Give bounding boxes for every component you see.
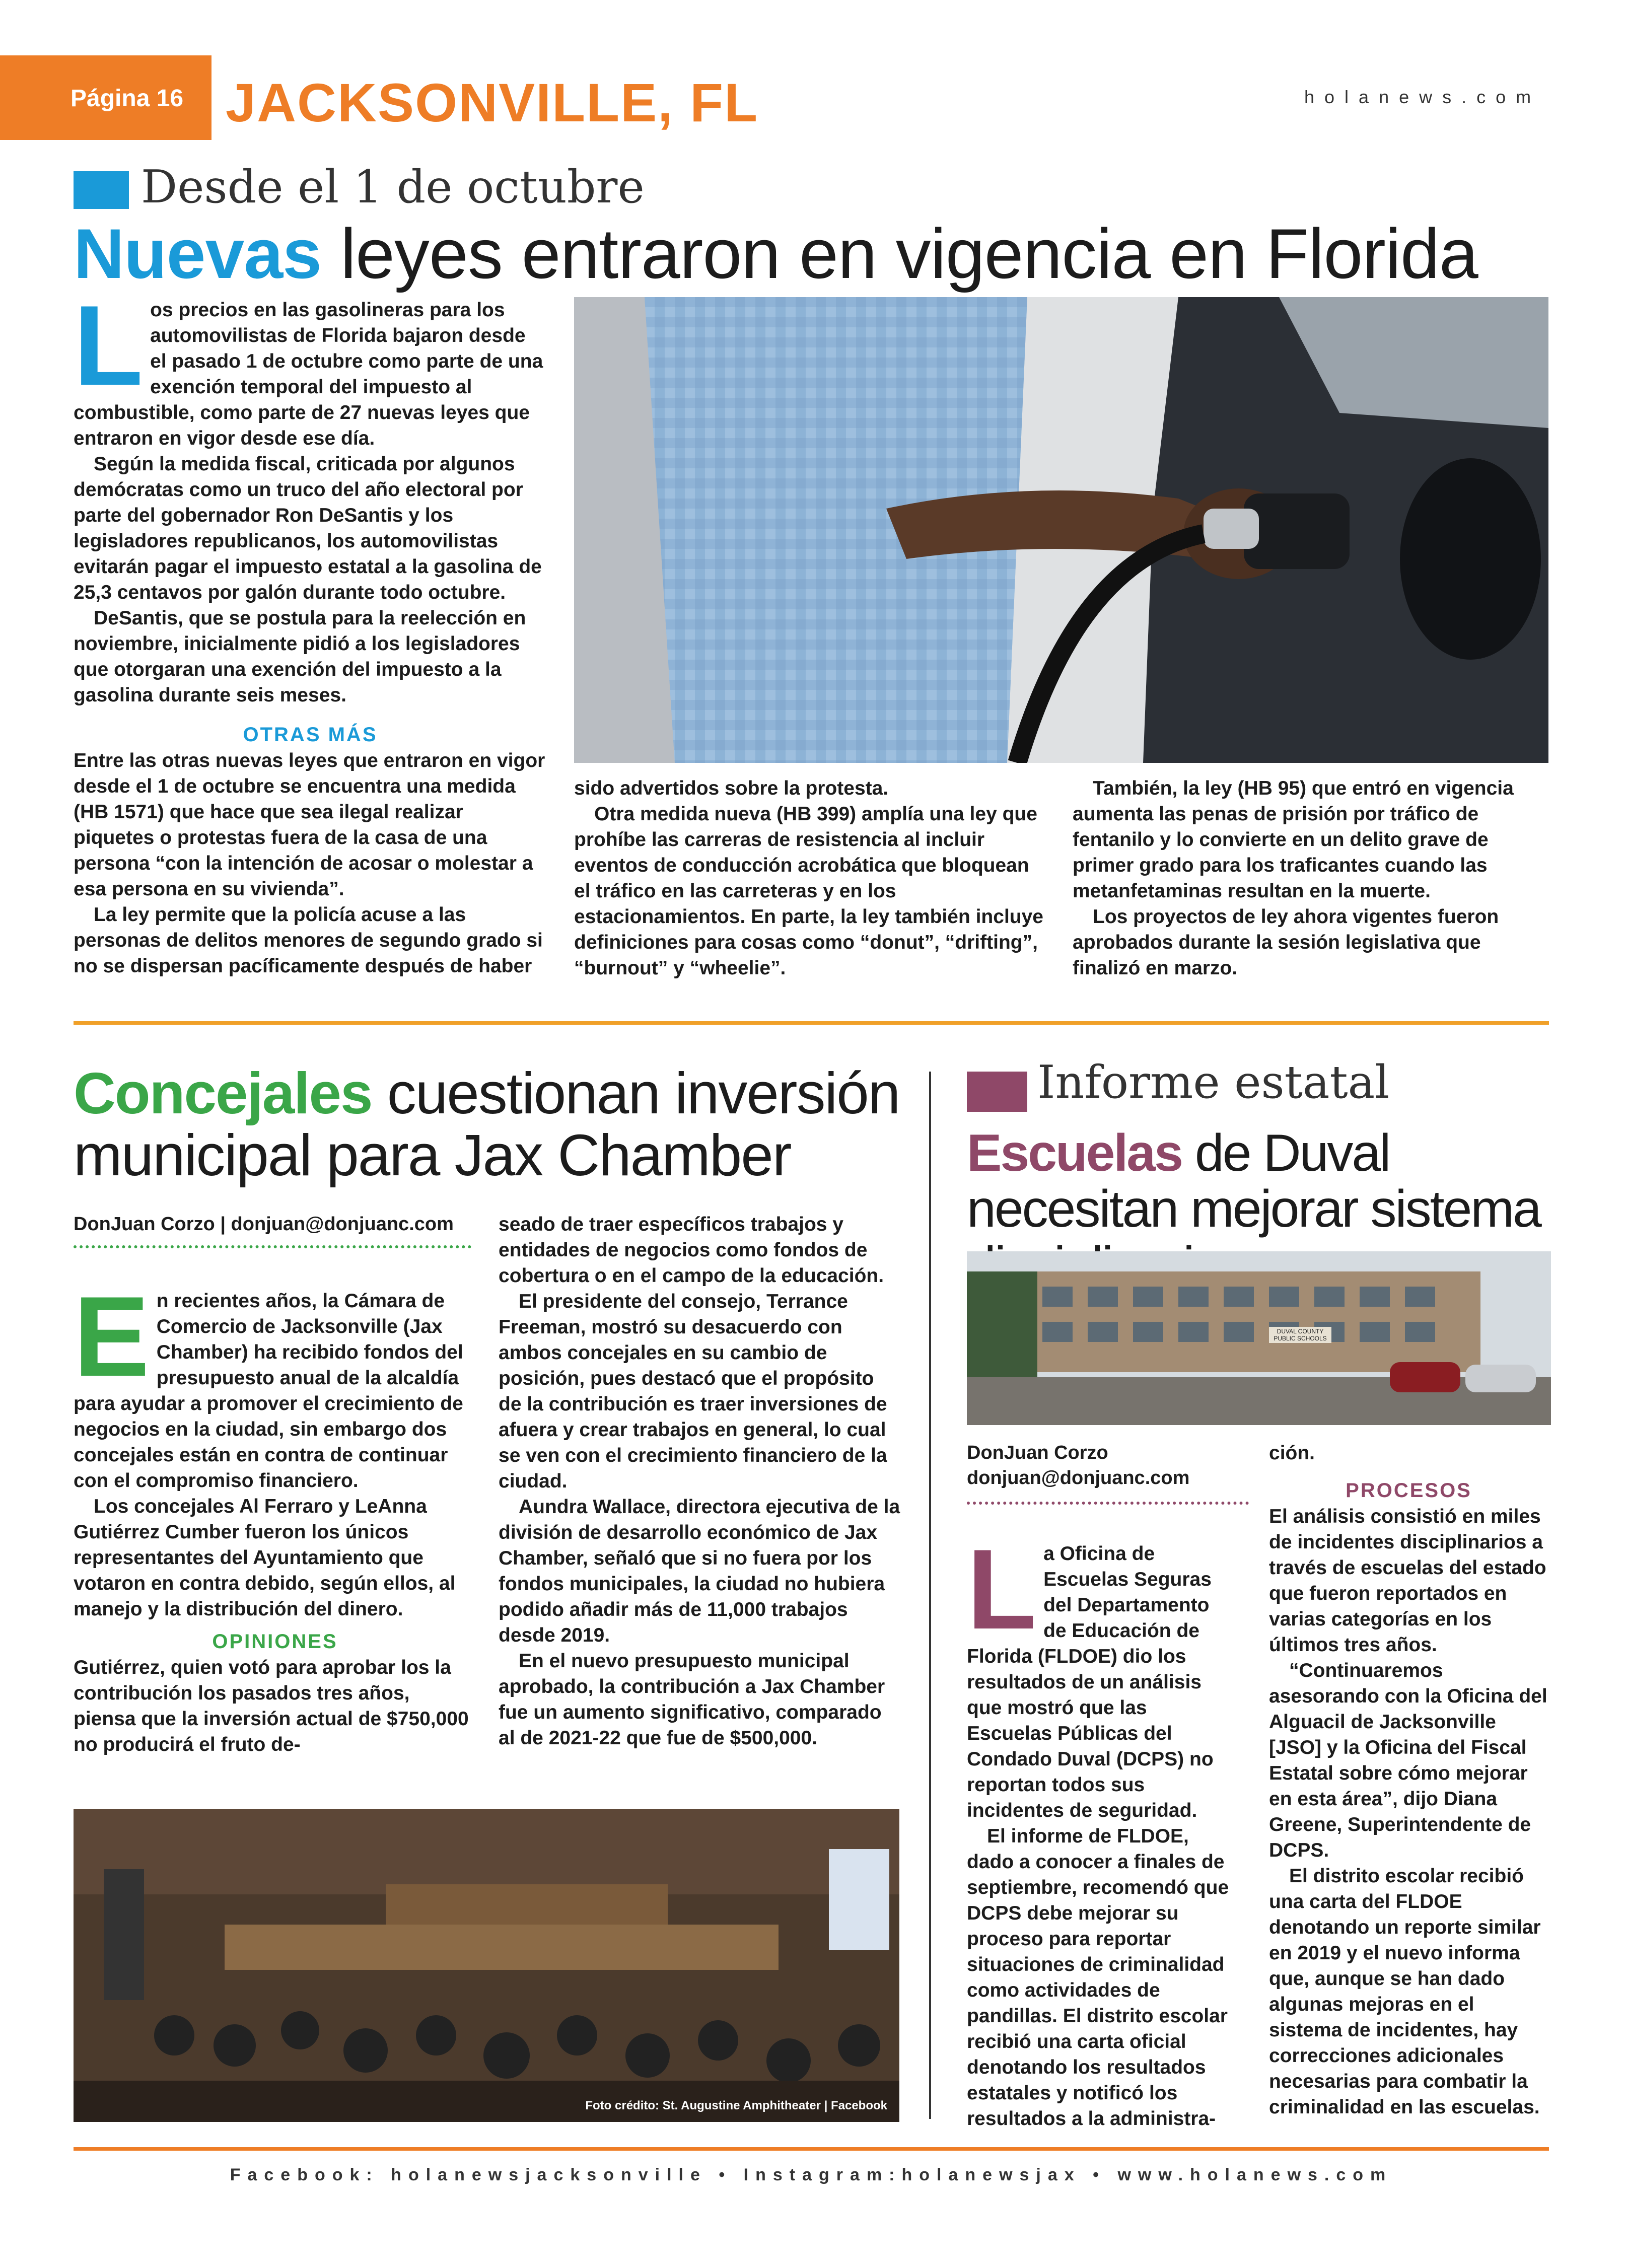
paragraph: Aundra Wallace, directora ejecutiva de la división de desarrollo económico de Jax Chamber, señaló que si no fuera por los fondos municipales, la ciudad no hubiera podido añadir más de 11,000 trabajos desde 2019. [499,1496,900,1646]
paragraph: n recientes años, la Cámara de Comercio de Jacksonville (Jax Chamber) ha recibido fondos del presupuesto anual de la alcaldía para ayudar a promover el crecimiento de negocios en la ciudad, sin embargo dos concejales están en contra de continuar con el compromiso financiero. [74,1290,463,1492]
kicker-marker [74,171,129,209]
byline-divider [967,1502,1249,1505]
section-divider [74,1021,1549,1025]
page-tab [0,55,211,140]
website-link[interactable]: holanews.com [1304,87,1541,107]
article1-kicker: Desde el 1 de octubre [141,161,645,214]
building-sign: DUVAL COUNTY PUBLIC SCHOOLS [1269,1327,1331,1343]
byline-email[interactable]: donjuan@donjuanc.com [967,1467,1190,1489]
article2-byline: DonJuan Corzo | donjuan@donjuanc.com [74,1214,471,1248]
footer-divider [74,2147,1549,2151]
kicker-marker [967,1072,1027,1112]
article2-column-2 [499,1212,901,1751]
article3-byline [967,1440,1249,1491]
paragraph: sido advertidos sobre la protesta. [574,777,889,799]
subheading: PROCESOS [1346,1479,1472,1502]
article1-column-3 [1073,775,1548,981]
paragraph: os precios en las gasolineras para los automovilistas de Florida bajaron desde el pasado 1 de octubre como parte de una exención temporal del impuesto al combustible, como parte de 27 nuevas leyes que entraron en vigor desde ese día. [74,299,543,449]
paragraph: El distrito escolar recibió una carta del FLDOE denotando un reporte similar en 2019 y el nuevo informa que, aunque se han dado algunas mejoras en el sistema de incidentes, hay correcciones adicionales necesarias para combatir la criminalidad en las escuelas. [1269,1865,1541,2118]
article1-column-2 [574,775,1047,981]
section-title: JACKSONVILLE, FL [226,72,759,133]
paragraph: seado de traer específicos trabajos y entidades de negocios como fondos de cobertura o en el campo de la educación. [499,1214,884,1287]
headline-bold: Escuelas [967,1124,1182,1182]
paragraph: a Oficina de Escuelas Seguras del Departamento de Educación de Florida (FLDOE) dio los resultados de un análisis que mostró que las Escuelas Públicas del Condado Duval (DCPS) no reportan todos sus incidentes de seguridad. [967,1543,1214,1821]
article1-headline [74,214,1478,293]
footer-social: Facebook: holanewsjacksonville • Instagram:holanewsjax • www.holanews.com [230,2165,1393,2184]
headline-bold: Concejales [74,1060,372,1126]
paragraph: DeSantis, que se postula para la reelección en noviembre, inicialmente pidió a los legisladores que otorgaran una exención del impuesto a la gasolina durante seis meses. [74,607,526,706]
paragraph: Entre las otras nuevas leyes que entraron en vigor desde el 1 de octubre se encuentra una medida (HB 1571) que hace que sea ilegal realizar piquetes o protestas fuera de la casa de una persona “con la intención de acosar o molestar a esa persona en su vivienda”. [74,750,545,900]
article2-headline [74,1062,909,1186]
paragraph: La ley permite que la policía acuse a las personas de delitos menores de segundo grado si no se dispersan pacíficamente después de haber [74,904,543,977]
dropcap: L [74,281,144,409]
article3-column-2 [1269,1440,1548,2120]
gas-pump-photo [574,297,1548,763]
article3-column-1 [967,1525,1234,2132]
page-number: Página 16 [70,85,184,112]
subheading: OTRAS MÁS [243,724,378,746]
headline-rest: leyes entraron en vigencia en Florida [340,214,1478,293]
paragraph: Según la medida fiscal, criticada por algunos demócratas como un truco del año electoral por parte del gobernador Ron DeSantis y los legisladores republicanos, los automovilistas evitarán pagar el impuesto estatal a la gasolina de 25,3 centavos por galón durante todo octubre. [74,453,542,603]
paragraph: ción. [1269,1442,1315,1464]
paragraph: El análisis consistió en miles de incidentes disciplinarios a través de escuelas del estado que fueron reportados en varias categorías en los últimos tres años. [1269,1506,1546,1656]
article3-kicker: Informe estatal [1037,1056,1390,1109]
paragraph: Gutiérrez, quien votó para aprobar los la contribución los pasados tres años, piensa que la inversión actual de $750,000 no producirá el fruto de- [74,1657,469,1755]
paragraph: El presidente del consejo, Terrance Freeman, mostró su desacuerdo con ambos concejales en su cambio de posición, pues destacó que el propósito de la contribución es traer inversiones de afuera y crear trabajos en general, lo cual se ven con el crecimiento financiero de la ciudad. [499,1291,887,1492]
dropcap: L [967,1525,1037,1653]
council-chamber-illustration [74,1809,899,2122]
headline-rest: de Duval necesitan mejorar sistema [967,1124,1540,1239]
paragraph: Los proyectos de ley ahora vigentes fueron aprobados durante la sesión legislativa que finalizó en marzo. [1073,906,1499,979]
paragraph: Los concejales Al Ferraro y LeAnna Gutiérrez Cumber fueron los únicos representantes del Ayuntamiento que votaron en contra debido, según ellos, al manejo y la distribución del dinero. [74,1496,456,1620]
school-building-photo [967,1251,1551,1425]
dropcap: E [74,1272,150,1400]
gas-pump-illustration [574,297,1548,763]
article1-column-1 [74,281,547,979]
council-meeting-photo [74,1809,899,2122]
subheading: OPINIONES [212,1631,338,1653]
paragraph: En el nuevo presupuesto municipal aprobado, la contribución a Jax Chamber fue un aumento significativo, comparado al de 2021-22 que fue de $500,000. [499,1650,885,1749]
paragraph: “Continuaremos asesorando con la Oficina del Alguacil de Jacksonville [JSO] y la Oficina del Fiscal Estatal sobre cómo mejorar en esta área”, dijo Diana Greene, Superintendente de DCPS. [1269,1660,1547,1861]
paragraph: Otra medida nueva (HB 399) amplía una ley que prohíbe las carreras de resistencia al incluir eventos de conducción acrobática que bloquean el tráfico en las carreteras y en los estacionamientos. En parte, la ley también incluye definiciones para cosas como “donut”, “drifting”, “burnout” y “wheelie”. [574,803,1043,979]
school-building-illustration [967,1251,1551,1425]
column-divider [929,1072,931,2119]
paragraph: También, la ley (HB 95) que entró en vigencia aumenta las penas de prisión por tráfico de fentanilo y lo convierte en un delito grave de primer grado para los traficantes cuando las metanfetaminas resultan en la muerte. [1073,777,1514,902]
headline-bold: Nuevas [74,214,322,293]
byline-name: DonJuan Corzo [967,1442,1108,1463]
headline-rest: cuestionan inversión municipal para Jax Chamber [74,1060,900,1188]
article2-column-1 [74,1272,476,1757]
photo-credit: Foto crédito: St. Augustine Amphitheater | Facebook [585,2099,887,2112]
paragraph: El informe de FLDOE, dado a conocer a finales de septiembre, recomendó que DCPS debe mejorar su proceso para reportar situaciones de criminalidad como actividades de pandillas. El distrito escolar recibió una carta oficial denotando los resultados estatales y notificó los resultados a la administra- [967,1825,1229,2130]
